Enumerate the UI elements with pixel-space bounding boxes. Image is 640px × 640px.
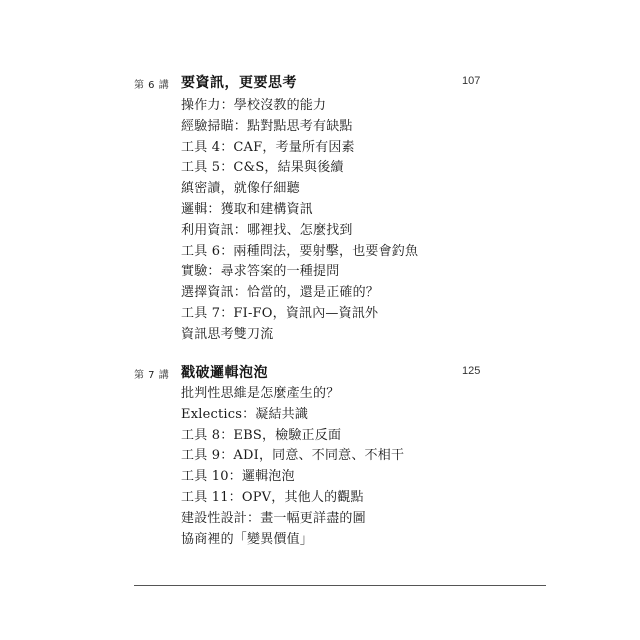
toc-item: 工具 8：EBS，檢驗正反面 — [181, 427, 342, 443]
toc-item: 工具 4：CAF，考量所有因素 — [181, 139, 355, 155]
chapter-page-number: 125 — [462, 365, 481, 377]
toc-item: 實驗：尋求答案的一種提問 — [181, 264, 340, 280]
toc-item: 邏輯：獲取和建構資訊 — [181, 201, 314, 217]
section-list — [181, 96, 418, 346]
toc-item: 工具 10：邏輯泡泡 — [181, 469, 295, 485]
bottom-divider — [134, 585, 546, 586]
chapter-page-number: 107 — [462, 75, 481, 87]
toc-item: Exlectics：凝結共識 — [181, 406, 309, 422]
toc-item: 批判性思維是怎麼產生的？ — [181, 386, 340, 401]
chapter-6-section — [0, 72, 640, 342]
chapter-header — [0, 72, 640, 94]
chapter-title: 要資訊，更要思考 — [181, 75, 297, 91]
toc-item: 協商裡的「變異價值」 — [181, 531, 314, 547]
toc-item: 工具 9：ADI，同意、不同意、不相干 — [181, 448, 405, 464]
chapter-header — [0, 362, 640, 384]
toc-item: 資訊思考雙刀流 — [181, 326, 274, 342]
toc-item: 操作力：學校沒教的能力 — [181, 98, 327, 113]
toc-item: 工具 7：FI-FO，資訊內—資訊外 — [181, 305, 379, 321]
toc-item: 選擇資訊：恰當的，還是正確的？ — [181, 285, 380, 301]
toc-item: 縝密讀，就像仔細聽 — [181, 181, 300, 197]
section-list — [181, 384, 404, 550]
toc-item: 工具 6：兩種問法，要射擊，也要會釣魚 — [181, 243, 419, 259]
toc-item: 利用資訊：哪裡找、怎麼找到 — [181, 222, 353, 238]
chapter-7-section — [0, 362, 640, 547]
toc-item: 建設性設計：畫一幅更詳盡的圖 — [181, 510, 366, 526]
toc-item: 工具 11：OPV，其他人的觀點 — [181, 489, 364, 505]
chapter-title: 戳破邏輯泡泡 — [181, 365, 268, 381]
chapter-number: 第 7 講 — [134, 370, 170, 381]
toc-item: 經驗掃瞄：點對點思考有缺點 — [181, 118, 353, 134]
toc-item: 工具 5：C&S，結果與後續 — [181, 160, 344, 176]
chapter-number: 第 6 講 — [134, 80, 170, 91]
